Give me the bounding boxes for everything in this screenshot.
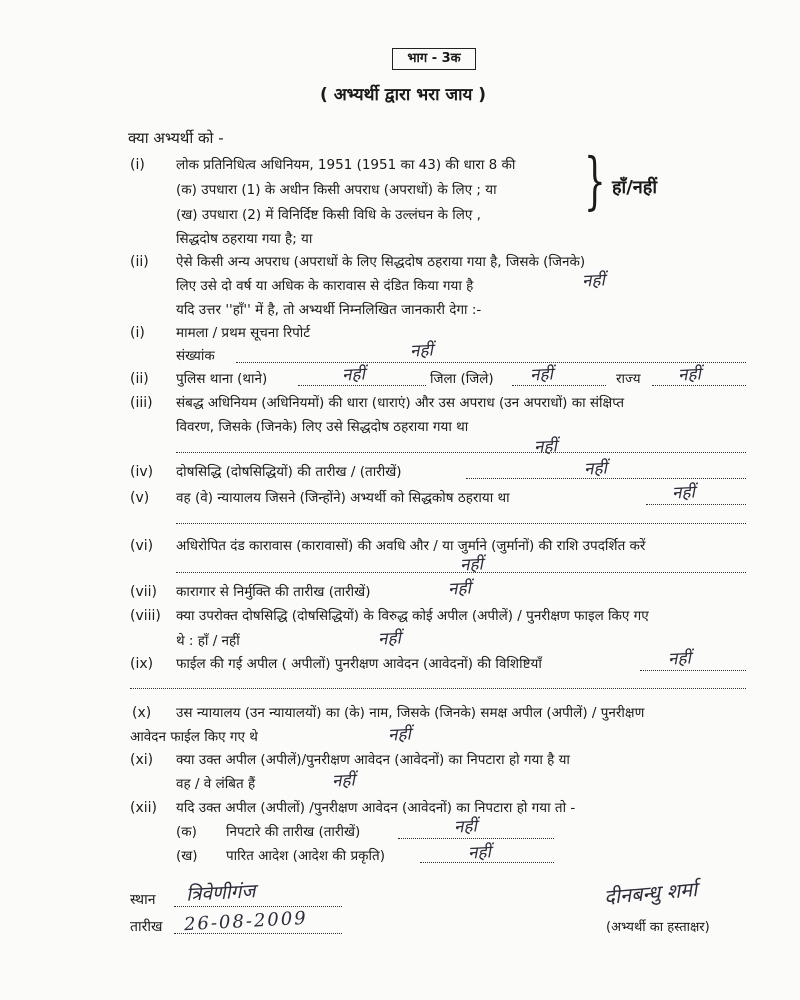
detail-iii-answer: नहीं	[533, 436, 558, 458]
detail-ii-label-police: पुलिस थाना (थाने)	[176, 371, 268, 387]
detail-xi-line1: क्या उक्त अपील (अपीलें)/पुनरीक्षण आवेदन (आवेदनों) का निपटारा हो गया है या	[176, 752, 570, 768]
detail-ii-answer-district: नहीं	[529, 364, 554, 386]
detail-ix-dotted-b	[130, 688, 746, 689]
detail-xii-sub-b-number: (ख)	[176, 848, 198, 864]
detail-x-number: (x)	[132, 705, 152, 721]
detail-x-line2: आवेदन फाईल किए गए थे	[130, 729, 258, 745]
detail-iv-line1: दोषसिद्धि (दोषसिद्धियों) की तारीख / (तारीखें)	[176, 464, 402, 480]
item-i-line3: (ख) उपधारा (2) में विनिर्दिष्ट किसी विधि के उल्लंघन के लिए ,	[176, 207, 481, 223]
intro-text: क्या अभ्यर्थी को -	[128, 129, 224, 147]
item-ii-line3: यदि उत्तर ''हाँ'' में है, तो अभ्यर्थी निम्नलिखित जानकारी देगा :-	[176, 302, 482, 318]
detail-iv-number: (iv)	[130, 464, 154, 480]
item-ii-line1: ऐसे किसी अन्य अपराध (अपराधों के लिए सिद्धदोष ठहराया गया है, जिसके (जिनके)	[176, 254, 586, 270]
detail-v-answer: नहीं	[671, 482, 696, 504]
detail-vii-line1: कारागार से निर्मुक्ति की तारीख (तारीखें)	[176, 584, 371, 600]
item-ii-answer: नहीं	[581, 270, 606, 292]
item-ii-line2: लिए उसे दो वर्ष या अधिक के कारावास से दंडित किया गया है	[176, 278, 474, 294]
detail-i-number: (i)	[130, 325, 145, 341]
date-value: 26-08-2009	[183, 907, 309, 936]
detail-v-dotted-b	[176, 523, 746, 524]
date-label: तारीख	[130, 919, 163, 935]
detail-ii-dotted-state	[652, 385, 746, 386]
detail-vii-answer: नहीं	[447, 578, 472, 600]
detail-ii-dotted-district	[512, 385, 606, 386]
detail-i-line1: मामला / प्रथम सूचना रिपोर्ट	[176, 325, 311, 341]
detail-ix-line1: फाईल की गई अपील ( अपीलों) पुनरीक्षण आवेदन (आवेदनों) की विशिष्टियाँ	[176, 656, 542, 672]
detail-viii-number: (viii)	[130, 608, 161, 624]
item-i-line1: लोक प्रतिनिधित्व अधिनियम, 1951 (1951 का 43) की धारा 8 की	[176, 157, 516, 173]
detail-v-line1: वह (वे) न्यायालय जिसने (जिन्होंने) अभ्यर्थी को सिद्धकोष ठहराया था	[176, 490, 510, 506]
detail-iii-line1: संबद्ध अधिनियम (अधिनियमों) की धारा (धाराएं) और उस अपराध (उन अपराधों) का संक्षिप्त	[176, 395, 625, 411]
detail-ii-label-district: जिला (जिले)	[430, 371, 494, 387]
detail-iii-dotted-line	[176, 452, 746, 453]
detail-x-answer: नहीं	[387, 724, 412, 746]
detail-ix-dotted-a	[640, 670, 746, 671]
brace-mark: }	[584, 144, 606, 217]
detail-vi-dotted-line	[176, 572, 746, 573]
detail-iii-line2: विवरण, जिसके (जिनके) लिए उसे सिद्धदोष ठहराया गया था	[176, 419, 469, 435]
detail-xi-number: (xi)	[130, 752, 154, 768]
place-dotted-line	[174, 906, 342, 907]
detail-i-dotted-line	[236, 362, 746, 363]
detail-xi-answer: नहीं	[331, 770, 356, 792]
detail-v-number: (v)	[130, 490, 150, 506]
detail-xii-sub-a-dotted	[398, 838, 554, 839]
detail-vii-number: (vii)	[130, 584, 157, 600]
detail-ix-number: (ix)	[130, 656, 154, 672]
form-heading: ( अभ्यर्थी द्वारा भरा जाय )	[320, 85, 487, 105]
detail-vi-answer: नहीं	[459, 554, 484, 576]
item-i-line4: सिद्धदोष ठहराया गया है; या	[176, 231, 313, 247]
candidate-signature: दीनबन्धु शर्मा	[603, 876, 699, 910]
place-label: स्थान	[130, 892, 156, 908]
item-i-line2: (क) उपधारा (1) के अधीन किसी अपराध (अपराधों) के लिए ; या	[176, 182, 497, 198]
detail-xii-line1: यदि उक्त अपील (अपीलों) /पुनरीक्षण आवेदन (आवेदनों) का निपटारा हो गया तो -	[176, 800, 576, 816]
detail-v-dotted-a	[646, 504, 746, 505]
detail-ii-label-state: राज्य	[616, 371, 641, 387]
detail-xi-line2: वह / वे लंबित हैं	[176, 776, 256, 792]
detail-xii-sub-b-answer: नहीं	[467, 842, 492, 864]
detail-ii-answer-state: नहीं	[677, 364, 702, 386]
detail-xii-sub-a-label: निपटारे की तारीख (तारीखें)	[226, 824, 361, 840]
place-value: त्रिवेणीगंज	[185, 880, 256, 906]
detail-xii-sub-a-number: (क)	[176, 824, 197, 840]
detail-vi-number: (vi)	[130, 538, 154, 554]
detail-iii-number: (iii)	[130, 395, 153, 411]
item-ii-number: (ii)	[130, 254, 149, 270]
detail-iv-answer: नहीं	[583, 458, 608, 480]
detail-viii-line2: थे : हाँ / नहीं	[176, 633, 240, 649]
detail-ii-answer-police: नहीं	[341, 364, 366, 386]
part-label: भाग - 3क	[392, 48, 476, 70]
detail-xii-sub-a-answer: नहीं	[453, 816, 478, 838]
detail-xii-sub-b-label: पारित आदेश (आदेश की प्रकृति)	[226, 848, 385, 864]
detail-vi-line1: अधिरोपित दंड कारावास (कारावासों) की अवधि और / या जुर्माने (जुर्मानों) की राशि उपदर्शित करें	[176, 538, 646, 554]
detail-viii-answer: नहीं	[377, 628, 402, 650]
detail-ii-dotted-police	[298, 385, 426, 386]
detail-ii-number: (ii)	[130, 371, 149, 387]
detail-xii-number: (xii)	[130, 800, 157, 816]
detail-ix-answer: नहीं	[667, 648, 692, 670]
detail-i-line2: संख्यांक	[176, 348, 215, 364]
yes-no-label: हाँ/नहीं	[612, 177, 658, 198]
detail-i-answer: नहीं	[409, 340, 434, 362]
signature-caption: (अभ्यर्थी का हस्ताक्षर)	[606, 920, 710, 935]
detail-x-line1: उस न्यायालय (उन न्यायालयों) का (के) नाम, जिसके (जिनके) समक्ष अपील (अपीलें) / पुनरीक्षण	[176, 705, 645, 721]
detail-viii-line1: क्या उपरोक्त दोषसिद्धि (दोषसिद्धियों) के विरुद्ध कोई अपील (अपीलें) / पुनरीक्षण फाइल किए गए	[176, 608, 649, 624]
item-i-number: (i)	[130, 157, 145, 173]
